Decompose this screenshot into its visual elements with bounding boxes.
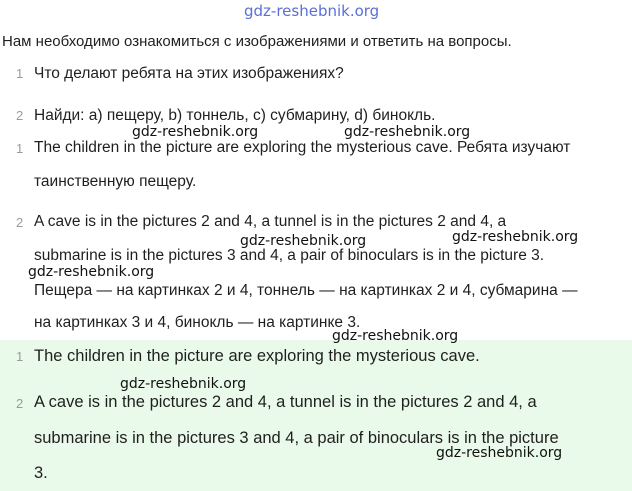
watermark: gdz-reshebnik.org [452, 229, 579, 245]
question-number: 1 [16, 66, 24, 81]
answer-line: на картинках 3 и 4, бинокль — на картинке 3. [34, 314, 361, 331]
answer-number: 1 [16, 141, 24, 156]
answer-number: 2 [16, 215, 24, 230]
watermark: gdz-reshebnik.org [436, 445, 563, 461]
watermark: gdz-reshebnik.org [132, 124, 259, 140]
watermark: gdz-reshebnik.org [120, 376, 247, 392]
answer-line: таинственную пещеру. [34, 173, 197, 190]
watermark: gdz-reshebnik.org [332, 328, 459, 344]
watermark: gdz-reshebnik.org [240, 233, 367, 249]
answer-line: submarine is in the pictures 3 and 4, a pair of binoculars is in the picture 3. [34, 247, 545, 264]
answer-line: The children in the picture are exploring the mysterious cave. Ребята изучают [34, 139, 571, 156]
answer-line: Пещера — на картинках 2 и 4, тоннель — на картинках 2 и 4, субмарина — [34, 282, 578, 299]
highlight-line: The children in the picture are exploring the mysterious cave. [34, 347, 480, 365]
intro-text: Нам необходимо ознакомиться с изображениями и ответить на вопросы. [2, 33, 512, 50]
answer-line: A cave is in the pictures 2 and 4, a tunnel is in the pictures 2 and 4, a [34, 213, 507, 230]
watermark-top: gdz-reshebnik.org [244, 2, 380, 20]
highlight-number: 1 [16, 349, 24, 364]
watermark: gdz-reshebnik.org [344, 124, 471, 140]
highlight-line: 3. [34, 464, 48, 482]
question-text: Найди: а) пещеру, b) тоннель, c) субмарину, d) бинокль. [34, 107, 436, 124]
highlight-number: 2 [16, 396, 24, 411]
watermark: gdz-reshebnik.org [28, 264, 155, 280]
highlight-line: A cave is in the pictures 2 and 4, a tunnel is in the pictures 2 and 4, a [34, 393, 537, 411]
question-text: Что делают ребята на этих изображениях? [34, 65, 344, 82]
question-number: 2 [16, 108, 24, 123]
highlight-line: submarine is in the pictures 3 and 4, a pair of binoculars is in the picture [34, 429, 559, 447]
